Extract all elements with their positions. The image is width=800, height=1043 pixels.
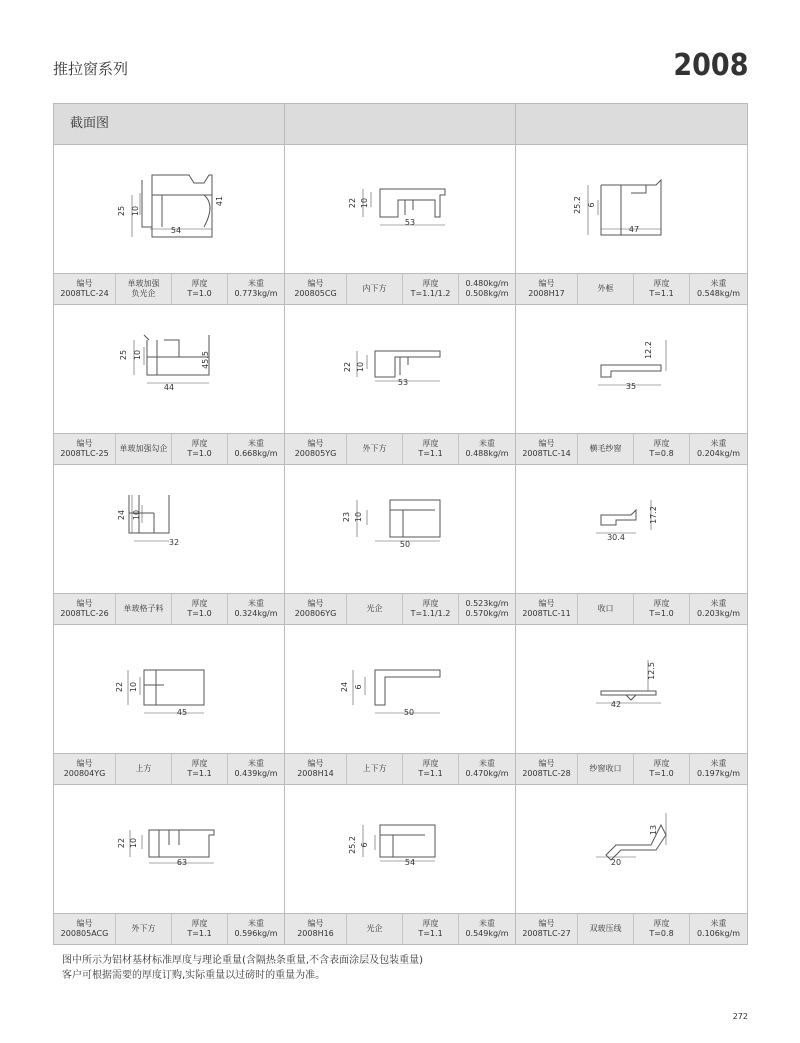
notes xyxy=(62,953,423,983)
profile-thickness-text: 厚度 xyxy=(653,919,670,928)
profile-info xyxy=(516,914,747,945)
profile-code-text: 200804YG xyxy=(63,769,106,778)
dimension-label: 53 xyxy=(404,218,416,227)
profile-weight-text: 0.668kg/m xyxy=(234,449,278,458)
dimension-label: 10 xyxy=(133,349,142,361)
profile-diagram xyxy=(516,785,748,913)
profile-outline xyxy=(375,670,440,705)
series-title: 推拉窗系列 xyxy=(53,60,129,78)
page-number: 272 xyxy=(732,1012,748,1021)
profile-weight-text: 米重 xyxy=(710,599,727,608)
profile-info xyxy=(285,914,515,945)
profile-weight-text: 0.480kg/m xyxy=(465,279,509,288)
model-number: 2008 xyxy=(672,48,748,83)
profile-name xyxy=(347,754,403,784)
profile-name-text: 单玻加强 xyxy=(127,279,160,288)
profile-weight-text: 米重 xyxy=(710,919,727,928)
dimension-label: 54 xyxy=(170,226,182,235)
profile-weight-text: 0.204kg/m xyxy=(696,449,741,458)
profile-weight xyxy=(690,594,747,624)
profile-thickness-text: T=1.1 xyxy=(187,929,212,938)
profile-drawing xyxy=(54,785,284,914)
profile-code xyxy=(54,914,116,944)
profile-thickness-text: 厚度 xyxy=(422,439,439,448)
dimension-label: 13 xyxy=(649,824,658,836)
profile-weight xyxy=(459,914,515,944)
dimension-label: 45 xyxy=(176,708,188,717)
profile-drawing xyxy=(54,145,284,274)
profile-thickness xyxy=(634,594,690,624)
dimension-label: 12.5 xyxy=(647,662,656,680)
profile-diagram xyxy=(54,625,285,753)
profile-diagram xyxy=(54,465,285,593)
profile-name-text: 外框 xyxy=(597,284,614,293)
profile-code-text: 编号 xyxy=(538,439,555,448)
dimension-label: 50 xyxy=(403,708,415,717)
profile-thickness-text: T=1.1 xyxy=(418,449,443,458)
profile-info xyxy=(285,434,515,465)
profile-name-text: 外下方 xyxy=(362,444,387,453)
dimension-label: 25.2 xyxy=(573,196,582,214)
profile-info xyxy=(54,594,284,625)
profile-weight-text: 米重 xyxy=(248,439,264,448)
profile-thickness xyxy=(403,434,459,464)
profile-name-text: 单玻加强勾企 xyxy=(119,444,168,453)
profile-weight-text: 0.324kg/m xyxy=(234,609,278,618)
dimension-label: 10 xyxy=(129,681,138,693)
profile-info xyxy=(54,274,284,305)
profile-code-text: 2008TLC-24 xyxy=(60,289,109,298)
dimension-label: 17.2 xyxy=(649,506,658,524)
profile-info xyxy=(516,754,747,785)
profile-weight-text: 0.470kg/m xyxy=(465,769,509,778)
profile-cell xyxy=(54,465,285,625)
profile-thickness-text: 厚度 xyxy=(191,439,208,448)
profile-code-text: 200805YG xyxy=(294,449,337,458)
profile-code xyxy=(516,594,578,624)
profile-weight-text: 0.523kg/m xyxy=(465,599,509,608)
profile-thickness xyxy=(172,274,228,304)
profile-weight-text: 米重 xyxy=(479,919,495,928)
dimension-label: 45.5 xyxy=(201,351,210,369)
profile-thickness-text: 厚度 xyxy=(191,599,208,608)
profile-code-text: 2008TLC-14 xyxy=(522,449,571,458)
profile-name-text: 上方 xyxy=(135,764,152,773)
profile-thickness xyxy=(634,434,690,464)
profile-code-text: 200805CG xyxy=(294,289,337,298)
profile-thickness-text: T=1.1/1.2 xyxy=(410,609,451,618)
dimension-label: 25 xyxy=(119,349,128,361)
profile-thickness-text: T=1.1 xyxy=(418,929,443,938)
profile-name xyxy=(347,594,403,624)
profile-info xyxy=(285,274,515,305)
profile-weight xyxy=(690,754,747,784)
profile-name xyxy=(347,434,403,464)
profile-cell xyxy=(54,305,285,465)
dimension-label: 12.2 xyxy=(644,341,653,359)
profile-code-text: 编号 xyxy=(76,919,93,928)
profile-code-text: 编号 xyxy=(76,759,93,768)
profile-diagram xyxy=(285,305,516,433)
profile-outline xyxy=(601,691,656,700)
profile-code xyxy=(54,754,116,784)
dimension-label: 53 xyxy=(397,378,409,387)
section-label: 截面图 xyxy=(54,104,285,144)
profile-thickness-text: 厚度 xyxy=(422,599,439,608)
profile-drawing xyxy=(54,465,284,594)
dimension-label: 47 xyxy=(628,225,640,234)
table-header xyxy=(54,104,748,145)
profile-diagram xyxy=(54,145,285,273)
profile-name-text: 收口 xyxy=(597,604,614,613)
profile-diagram xyxy=(285,465,516,593)
profile-drawing xyxy=(285,145,515,274)
profile-weight-text: 0.773kg/m xyxy=(234,289,278,298)
profile-thickness xyxy=(403,754,459,784)
table-row xyxy=(54,785,748,945)
profile-diagram xyxy=(516,145,748,273)
profile-name-text: 光企 xyxy=(366,604,383,613)
profile-weight xyxy=(690,274,747,304)
dimension-label: 24 xyxy=(117,509,126,521)
dimension-label: 10 xyxy=(131,205,140,217)
profile-diagram xyxy=(285,145,516,273)
profile-name-text: 单玻格子料 xyxy=(123,604,164,613)
profile-thickness-text: T=0.8 xyxy=(649,929,674,938)
profile-name xyxy=(578,434,634,464)
profile-thickness-text: T=1.0 xyxy=(187,449,212,458)
profile-info xyxy=(285,754,515,785)
profile-code-text: 2008H16 xyxy=(297,929,334,938)
profile-code-text: 2008TLC-26 xyxy=(60,609,109,618)
profile-thickness xyxy=(172,754,228,784)
profile-cell xyxy=(516,145,748,305)
profile-diagram xyxy=(516,625,748,753)
profile-diagram xyxy=(516,305,748,433)
profile-code xyxy=(285,434,347,464)
profile-weight-text: 0.439kg/m xyxy=(234,769,278,778)
table-row xyxy=(54,305,748,465)
profile-code-text: 编号 xyxy=(538,279,555,288)
dimension-label: 44 xyxy=(163,383,175,392)
profile-code-text: 编号 xyxy=(538,599,555,608)
profile-code xyxy=(516,434,578,464)
dimension-label: 35 xyxy=(625,382,637,391)
profile-drawing xyxy=(285,465,515,594)
profile-outline xyxy=(601,365,661,377)
profile-name-text: 负光企 xyxy=(131,289,156,298)
profile-diagram xyxy=(516,465,748,593)
profile-weight-text: 米重 xyxy=(710,279,727,288)
dimension-label: 25 xyxy=(117,205,126,217)
dimension-label: 20 xyxy=(610,858,622,867)
profile-name-text: 光企 xyxy=(366,924,383,933)
profile-thickness-text: 厚度 xyxy=(653,439,670,448)
dimension-label: 24 xyxy=(340,681,349,693)
profile-weight-text: 米重 xyxy=(248,919,264,928)
profile-name xyxy=(578,914,634,944)
profile-code xyxy=(285,274,347,304)
profile-weight-text: 0.106kg/m xyxy=(696,929,741,938)
profile-info xyxy=(516,274,747,305)
profile-cell xyxy=(285,145,516,305)
profile-weight-text: 0.197kg/m xyxy=(696,769,741,778)
profile-weight xyxy=(690,434,747,464)
profile-thickness-text: T=1.0 xyxy=(187,609,212,618)
profile-weight xyxy=(228,754,284,784)
profile-code-text: 编号 xyxy=(538,919,555,928)
profile-weight-text: 0.548kg/m xyxy=(696,289,741,298)
profile-thickness-text: T=1.1 xyxy=(418,769,443,778)
table-row xyxy=(54,465,748,625)
profile-thickness-text: 厚度 xyxy=(653,599,670,608)
profile-drawing xyxy=(516,305,747,434)
profile-thickness xyxy=(403,274,459,304)
note-line: 图中所示为铝材基材标准厚度与理论重量(含隔热条重量,不含表面涂层及包装重量) xyxy=(62,955,423,966)
profile-name-text: 外下方 xyxy=(131,924,156,933)
profile-thickness-text: T=1.0 xyxy=(187,289,212,298)
profile-weight-text: 米重 xyxy=(248,759,264,768)
profile-thickness xyxy=(634,914,690,944)
dimension-label: 10 xyxy=(354,511,363,523)
profile-thickness-text: 厚度 xyxy=(653,279,670,288)
profile-weight xyxy=(459,594,515,624)
dimension-label: 50 xyxy=(399,540,411,549)
profile-thickness xyxy=(172,594,228,624)
profile-thickness-text: T=1.1/1.2 xyxy=(410,289,451,298)
profile-weight xyxy=(459,434,515,464)
profile-thickness-text: T=1.1 xyxy=(649,289,674,298)
profile-drawing xyxy=(54,625,284,754)
profile-cell xyxy=(516,785,748,945)
profile-cell xyxy=(285,465,516,625)
profile-code-text: 200805ACG xyxy=(60,929,109,938)
profile-thickness xyxy=(403,594,459,624)
profile-thickness xyxy=(172,434,228,464)
profile-name xyxy=(116,434,172,464)
profile-code-text: 2008TLC-27 xyxy=(522,929,571,938)
dimension-label: 54 xyxy=(404,858,416,867)
profile-drawing xyxy=(516,785,747,914)
profile-thickness xyxy=(634,274,690,304)
profile-code-text: 2008TLC-25 xyxy=(60,449,109,458)
profile-info xyxy=(516,434,747,465)
profile-weight xyxy=(228,434,284,464)
profile-diagram xyxy=(285,625,516,753)
profile-diagram xyxy=(54,785,285,913)
note-line: 客户可根据需要的厚度订购,实际重量以过磅时的重量为准。 xyxy=(62,970,326,981)
profile-weight-text: 0.508kg/m xyxy=(465,289,509,298)
profile-weight-text: 米重 xyxy=(248,279,264,288)
table-row xyxy=(54,145,748,305)
dimension-label: 30.4 xyxy=(607,533,625,542)
profile-name-text: 双玻压线 xyxy=(589,924,622,933)
profile-weight xyxy=(228,914,284,944)
profile-info xyxy=(54,434,284,465)
dimension-label: 42 xyxy=(610,700,622,709)
profile-weight-text: 米重 xyxy=(479,759,495,768)
dimension-label: 22 xyxy=(115,681,124,693)
profile-cell xyxy=(285,305,516,465)
table-row xyxy=(54,625,748,785)
profile-name xyxy=(116,914,172,944)
profile-weight-text: 米重 xyxy=(710,759,727,768)
profile-code-text: 编号 xyxy=(307,279,324,288)
profile-cell xyxy=(516,465,748,625)
dimension-label: 6 xyxy=(354,684,363,690)
profile-thickness xyxy=(403,914,459,944)
dimension-label: 41 xyxy=(215,195,224,207)
profile-cell xyxy=(54,145,285,305)
dimension-label: 63 xyxy=(176,858,188,867)
dimension-label: 6 xyxy=(587,202,596,208)
profile-code-text: 2008H14 xyxy=(297,769,334,778)
profile-info xyxy=(285,594,515,625)
profile-info xyxy=(54,754,284,785)
profile-thickness-text: 厚度 xyxy=(653,759,670,768)
dimension-label: 10 xyxy=(132,509,141,521)
profile-cell xyxy=(54,785,285,945)
table-body xyxy=(54,145,748,945)
profile-table xyxy=(53,103,748,945)
profile-outline xyxy=(375,351,440,377)
profile-cell xyxy=(516,625,748,785)
profile-thickness-text: T=0.8 xyxy=(649,449,674,458)
profile-name xyxy=(578,594,634,624)
profile-info xyxy=(516,594,747,625)
profile-outline xyxy=(380,189,445,217)
profile-thickness xyxy=(634,754,690,784)
profile-thickness-text: T=1.1 xyxy=(187,769,212,778)
profile-name-text: 内下方 xyxy=(362,284,387,293)
profile-thickness-text: 厚度 xyxy=(422,279,439,288)
profile-code-text: 编号 xyxy=(538,759,555,768)
profile-weight-text: 米重 xyxy=(710,439,727,448)
profile-code xyxy=(516,914,578,944)
profile-name xyxy=(578,274,634,304)
profile-weight-text: 0.488kg/m xyxy=(465,449,509,458)
profile-drawing xyxy=(285,305,515,434)
profile-thickness-text: 厚度 xyxy=(422,919,439,928)
profile-code-text: 2008TLC-28 xyxy=(522,769,571,778)
profile-code xyxy=(285,914,347,944)
header-blank xyxy=(516,104,748,144)
profile-name xyxy=(116,274,172,304)
profile-name-text: 横毛纱窗 xyxy=(589,444,622,453)
profile-cell xyxy=(54,625,285,785)
profile-outline xyxy=(601,510,636,525)
profile-code xyxy=(54,274,116,304)
profile-weight xyxy=(228,274,284,304)
profile-thickness-text: 厚度 xyxy=(191,919,208,928)
profile-name-text: 上下方 xyxy=(362,764,387,773)
profile-code-text: 编号 xyxy=(307,439,324,448)
profile-thickness-text: T=1.0 xyxy=(649,769,674,778)
profile-code-text: 2008TLC-11 xyxy=(522,609,571,618)
profile-weight-text: 米重 xyxy=(479,439,495,448)
profile-cell xyxy=(285,625,516,785)
profile-drawing xyxy=(516,625,747,754)
profile-drawing xyxy=(516,145,747,274)
profile-name xyxy=(347,914,403,944)
dimension-label: 22 xyxy=(343,361,352,373)
profile-name xyxy=(116,594,172,624)
profile-code xyxy=(285,594,347,624)
dimension-label: 32 xyxy=(168,538,180,547)
dimension-label: 10 xyxy=(360,197,369,209)
profile-name xyxy=(116,754,172,784)
profile-weight xyxy=(690,914,747,944)
profile-weight-text: 0.203kg/m xyxy=(696,609,741,618)
profile-weight xyxy=(459,754,515,784)
profile-drawing xyxy=(285,625,515,754)
profile-thickness-text: 厚度 xyxy=(191,759,208,768)
dimension-label: 23 xyxy=(342,511,351,523)
profile-outline xyxy=(390,500,440,537)
profile-diagram xyxy=(54,305,285,433)
profile-code-text: 编号 xyxy=(307,599,324,608)
profile-weight-text: 0.596kg/m xyxy=(234,929,278,938)
dimension-label: 22 xyxy=(117,837,126,849)
profile-code xyxy=(516,274,578,304)
profile-name xyxy=(347,274,403,304)
profile-code-text: 编号 xyxy=(76,599,93,608)
profile-outline xyxy=(149,830,214,857)
dimension-label: 22 xyxy=(348,197,357,209)
profile-code-text: 编号 xyxy=(76,279,93,288)
profile-info xyxy=(54,914,284,945)
profile-outline xyxy=(144,335,209,375)
profile-code xyxy=(285,754,347,784)
profile-cell xyxy=(516,305,748,465)
profile-code-text: 编号 xyxy=(307,759,324,768)
profile-name xyxy=(578,754,634,784)
profile-code xyxy=(54,434,116,464)
dimension-label: 10 xyxy=(356,361,365,373)
profile-weight-text: 0.549kg/m xyxy=(465,929,509,938)
profile-code-text: 200806YG xyxy=(294,609,337,618)
profile-name-text: 纱窗收口 xyxy=(589,764,622,773)
profile-weight-text: 0.570kg/m xyxy=(465,609,509,618)
profile-weight xyxy=(459,274,515,304)
profile-weight-text: 米重 xyxy=(248,599,264,608)
profile-code-text: 编号 xyxy=(307,919,324,928)
profile-diagram xyxy=(285,785,516,913)
profile-drawing xyxy=(54,305,284,434)
profile-cell xyxy=(285,785,516,945)
profile-thickness xyxy=(172,914,228,944)
profile-code xyxy=(516,754,578,784)
header-blank xyxy=(285,104,516,144)
profile-code xyxy=(54,594,116,624)
dimension-label: 6 xyxy=(360,842,369,848)
profile-thickness-text: T=1.0 xyxy=(649,609,674,618)
profile-outline xyxy=(380,825,435,857)
profile-code-text: 2008H17 xyxy=(528,289,565,298)
profile-drawing xyxy=(516,465,747,594)
profile-thickness-text: 厚度 xyxy=(422,759,439,768)
profile-thickness-text: 厚度 xyxy=(191,279,208,288)
profile-drawing xyxy=(285,785,515,914)
profile-weight xyxy=(228,594,284,624)
dimension-label: 25.2 xyxy=(348,836,357,854)
dimension-label: 10 xyxy=(129,837,138,849)
profile-outline xyxy=(144,670,204,705)
profile-code-text: 编号 xyxy=(76,439,93,448)
